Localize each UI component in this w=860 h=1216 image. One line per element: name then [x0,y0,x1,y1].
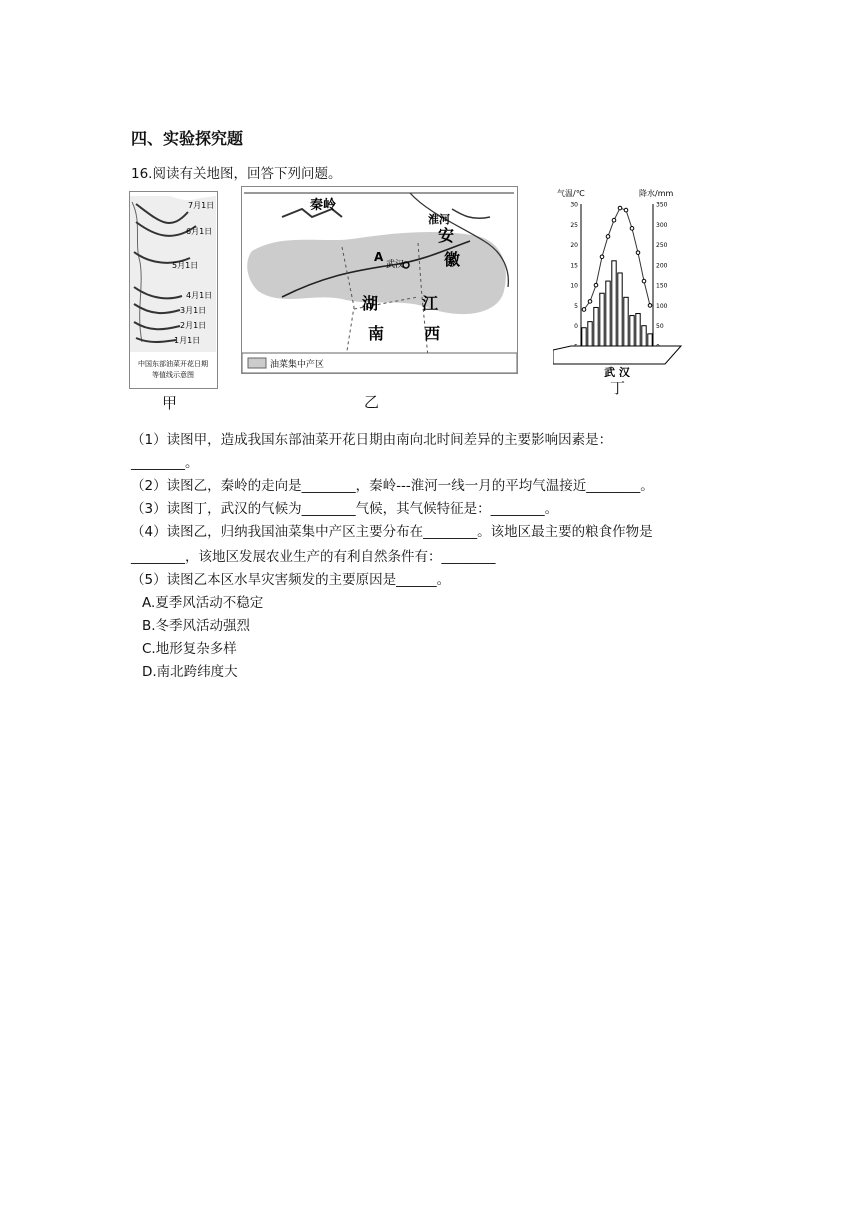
wuhan-label: 武汉 [386,260,405,270]
temp-point [624,208,628,212]
figure-label-yi: 乙 [364,393,380,411]
section-title: 四、实验探究题 [131,129,244,148]
question-intro: 16.阅读有关地图，回答下列问题。 [131,166,342,182]
climate-chart [553,186,684,377]
figure-jia [129,191,218,389]
precip-bar [612,261,616,346]
figure-label-ding: 丁 [610,379,626,397]
anhui-an: 安 [438,226,455,245]
figure-yi [241,186,518,374]
temp-tick-label: 0 [574,323,578,331]
date-label: 2月1日 [180,321,207,330]
question-4: （4）读图乙，归纳我国油菜集中产区主要分布在________。该地区最主要的粮食作物是 [131,524,653,540]
precip-tick-label: 100 [656,302,668,310]
option-c: C.地形复杂多样 [142,641,237,657]
precip-bar [594,307,598,346]
jiangxi-xi: 西 [424,324,441,343]
hunan-nan: 南 [368,324,385,343]
temp-point [648,304,652,308]
map-caption: 中国东部油菜开花日期 [138,360,208,368]
precip-bar [636,314,640,346]
qinling-label: 秦岭 [310,198,337,213]
city-label: 武 汉 [604,366,630,377]
option-b: B.冬季风活动强烈 [142,618,251,634]
precip-bar [618,273,622,346]
jiangxi-jiang: 江 [422,294,439,313]
temp-point [582,308,586,312]
precip-tick-label: 150 [656,282,668,290]
option-a: A.夏季风活动不稳定 [142,595,264,611]
legend-label: 油菜集中产区 [270,360,325,370]
temp-point [606,235,610,239]
precip-bar [588,322,592,346]
temp-tick-label: 25 [570,221,578,229]
precip-tick-label: 300 [656,221,668,229]
precip-bar [600,293,604,346]
precip-bar [630,316,634,346]
isoline-map [130,192,217,388]
figure-ding [553,186,684,377]
date-label: 6月1日 [186,227,213,236]
temp-tick-label: 30 [570,201,578,209]
temp-tick-label: 20 [570,242,578,250]
precip-bar [624,297,628,346]
precip-tick-label: 350 [656,201,668,209]
precip-tick-label: 250 [656,242,668,250]
map-caption: 等值线示意图 [152,371,194,379]
question-4-continued: ________，该地区发展农业生产的有利自然条件有：________ [131,549,496,565]
option-d: D.南北跨纬度大 [142,664,238,680]
temp-point [618,206,622,210]
precip-bar [642,326,646,346]
figure-label-jia: 甲 [162,394,178,412]
temp-point [594,283,598,287]
date-label: 1月1日 [174,336,201,345]
precip-tick-label: 200 [656,262,668,270]
precip-bar [582,328,586,346]
temp-point [588,300,592,304]
precip-tick-label: 50 [656,323,664,331]
temp-point [612,218,616,222]
temp-tick-label: 10 [570,282,578,290]
temp-tick-label: 5 [574,302,578,310]
question-3: （3）读图丁，武汉的气候为________气候，其气候特征是：________。 [131,501,559,517]
date-label: 7月1日 [188,201,215,210]
question-5: （5）读图乙本区水旱灾害频发的主要原因是______。 [131,572,451,588]
anhui-hui: 徽 [444,250,461,269]
temp-point [642,279,646,283]
huaihe-label: 淮河 [428,213,450,226]
question-2: （2）读图乙，秦岭的走向是________，秦岭---淮河一线一月的平均气温接近________。 [131,478,654,494]
temp-point [636,251,640,255]
date-label: 4月1日 [186,291,213,300]
precip-bar [648,334,652,346]
temp-axis-label: 气温/℃ [557,189,585,198]
rapeseed-region-map [242,187,517,373]
point-a: A [374,250,384,264]
precip-bar [606,281,610,346]
temp-point [600,255,604,259]
hunan-hu: 湖 [362,294,379,313]
date-label: 5月1日 [172,261,199,270]
precip-axis-label: 降水/mm [639,189,674,198]
date-label: 3月1日 [180,306,207,315]
question-1-answer-line: ________。 [131,455,199,471]
temp-tick-label: 15 [570,262,578,270]
temp-point [630,227,634,231]
question-1: （1）读图甲，造成我国东部油菜开花日期由南向北时间差异的主要影响因素是： [131,432,613,448]
